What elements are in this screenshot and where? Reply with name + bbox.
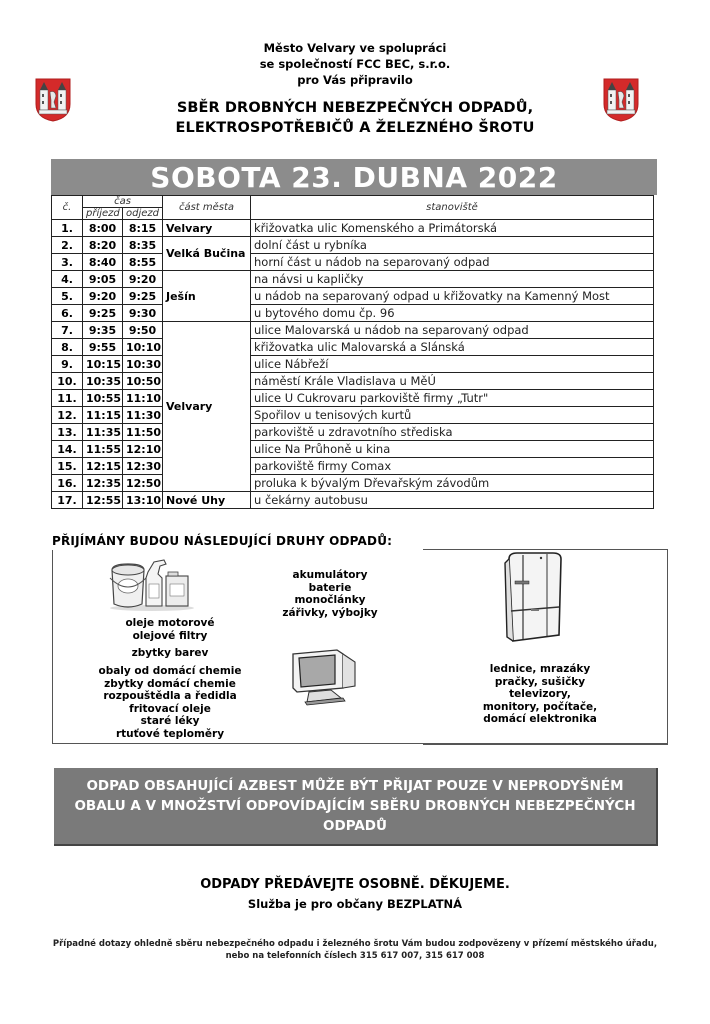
free-service-notice: Služba je pro občany BEZPLATNÁ xyxy=(247,897,463,911)
waste-list-chemicals xyxy=(70,665,270,740)
handover-notice: ODPADY PŘEDÁVEJTE OSOBNĚ. DĚKUJEME. xyxy=(200,877,510,892)
location-cell: u nádob na separovaný odpad u křižovatky na Kamenný Most xyxy=(251,288,654,305)
departure-time: 9:30 xyxy=(123,305,163,322)
waste-item: domácí elektronika xyxy=(483,713,597,725)
header-departure: odjezd xyxy=(123,208,163,220)
location-cell: ulice Nábřeží xyxy=(251,356,654,373)
chemicals-containers-icon xyxy=(104,556,200,612)
intro-line: se společností FCC BEC, s.r.o. xyxy=(259,57,451,71)
arrival-time: 10:55 xyxy=(83,390,123,407)
table-row xyxy=(52,458,654,475)
table-row xyxy=(52,424,654,441)
departure-time: 9:20 xyxy=(123,271,163,288)
header-location: stanoviště xyxy=(251,196,654,220)
refrigerator-icon xyxy=(503,551,565,643)
district-cell: Velvary xyxy=(163,220,251,237)
table-row xyxy=(52,373,654,390)
arrival-time: 12:35 xyxy=(83,475,123,492)
arrival-time: 8:20 xyxy=(83,237,123,254)
location-cell: parkoviště firmy Comax xyxy=(251,458,654,475)
waste-item: zbytky barev xyxy=(131,647,209,659)
waste-item: staré léky xyxy=(140,715,200,727)
waste-item: rtuťové teploměry xyxy=(115,727,225,740)
stop-number: 6. xyxy=(52,305,83,322)
arrival-time: 11:15 xyxy=(83,407,123,424)
location-cell: náměstí Krále Vladislava u MěÚ xyxy=(251,373,654,390)
departure-time: 8:35 xyxy=(123,237,163,254)
table-row xyxy=(52,288,654,305)
table-row xyxy=(52,356,654,373)
district-cell: Velvary xyxy=(163,322,251,492)
stop-number: 4. xyxy=(52,271,83,288)
table-row xyxy=(52,339,654,356)
stop-number: 2. xyxy=(52,237,83,254)
arrival-time: 10:15 xyxy=(83,356,123,373)
arrival-time: 11:35 xyxy=(83,424,123,441)
arrival-time: 10:35 xyxy=(83,373,123,390)
stop-number: 15. xyxy=(52,458,83,475)
table-row xyxy=(52,220,654,237)
table-row xyxy=(52,492,654,509)
departure-time: 11:30 xyxy=(123,407,163,424)
waste-item: televizory, xyxy=(509,688,571,700)
stop-number: 13. xyxy=(52,424,83,441)
arrival-time: 9:25 xyxy=(83,305,123,322)
location-cell: křižovatka ulic Malovarská a Slánská xyxy=(251,339,654,356)
contact-info: Případné dotazy ohledně sběru nebezpečného odpadu i železného šrotu Vám budou zodpovězeny v přízemí městského úřadu, nebo na telefonních číslech 315 617 007, 315 617 008 xyxy=(52,939,658,961)
stop-number: 5. xyxy=(52,288,83,305)
waste-item: monitory, počítače, xyxy=(482,700,598,713)
stop-number: 12. xyxy=(52,407,83,424)
departure-time: 8:15 xyxy=(123,220,163,237)
waste-item: oleje motorové xyxy=(125,617,215,629)
departure-time: 9:50 xyxy=(123,322,163,339)
waste-item: rozpouštědla a ředidla xyxy=(103,690,237,702)
location-cell: křižovatka ulic Komenského a Primátorská xyxy=(251,220,654,237)
waste-item: zářivky, výbojky xyxy=(282,606,378,619)
warning-text: ODPAD OBSAHUJÍCÍ AZBEST MŮŽE BÝT PŘIJAT POUZE V NEPRODYŠNÉM OBALU A V MNOŽSTVÍ ODPOVÍDAJÍCÍM SBĚRU DROBNÝCH NEBEZPEČNÝCH ODPADŮ xyxy=(74,778,636,834)
title-line: ELEKTROSPOTŘEBIČŮ A ŽELEZNÉHO ŠROTU xyxy=(175,120,535,136)
table-row xyxy=(52,237,654,254)
location-cell: ulice Malovarská u nádob na separovaný odpad xyxy=(251,322,654,339)
table-row xyxy=(52,254,654,271)
arrival-time: 9:20 xyxy=(83,288,123,305)
date-banner: SOBOTA 23. DUBNA 2022 xyxy=(51,159,657,195)
table-row xyxy=(52,305,654,322)
waste-list-appliances xyxy=(440,663,640,726)
stop-number: 9. xyxy=(52,356,83,373)
stop-number: 10. xyxy=(52,373,83,390)
table-row xyxy=(52,390,654,407)
departure-time: 10:30 xyxy=(123,356,163,373)
waste-item: zbytky domácí chemie xyxy=(104,677,236,690)
location-cell: horní část u nádob na separovaný odpad xyxy=(251,254,654,271)
arrival-time: 11:55 xyxy=(83,441,123,458)
table-row xyxy=(52,475,654,492)
departure-time: 11:50 xyxy=(123,424,163,441)
stop-number: 11. xyxy=(52,390,83,407)
departure-time: 12:50 xyxy=(123,475,163,492)
departure-time: 10:50 xyxy=(123,373,163,390)
stop-number: 3. xyxy=(52,254,83,271)
stop-number: 8. xyxy=(52,339,83,356)
header-district: část města xyxy=(163,196,251,220)
district-cell: Ješín xyxy=(163,271,251,322)
location-cell: u bytového domu čp. 96 xyxy=(251,305,654,322)
location-cell: Spořilov u tenisových kurtů xyxy=(251,407,654,424)
header-number: č. xyxy=(52,196,83,220)
location-cell: ulice U Cukrovaru parkoviště firmy „Tutr" xyxy=(251,390,654,407)
title-line: SBĚR DROBNÝCH NEBEZPEČNÝCH ODPADŮ, xyxy=(176,100,534,116)
schedule-table xyxy=(51,195,654,509)
table-row xyxy=(52,271,654,288)
stop-number: 1. xyxy=(52,220,83,237)
district-cell: Velká Bučina xyxy=(163,237,251,271)
coat-of-arms-icon xyxy=(35,78,71,122)
waste-item: olejové filtry xyxy=(132,629,208,642)
waste-list-oils xyxy=(70,617,270,642)
waste-item: monočlánky xyxy=(294,594,366,606)
arrival-time: 9:05 xyxy=(83,271,123,288)
table-row xyxy=(52,407,654,424)
header-time: čas xyxy=(83,196,163,208)
header-arrival: příjezd xyxy=(83,208,123,220)
waste-item: fritovací oleje xyxy=(129,702,211,715)
departure-time: 11:10 xyxy=(123,390,163,407)
waste-types-title: PŘIJÍMÁNY BUDOU NÁSLEDUJÍCÍ DRUHY ODPADŮ: xyxy=(52,534,393,548)
waste-item: akumulátory xyxy=(292,569,368,581)
asbestos-warning xyxy=(54,768,658,846)
arrival-time: 12:15 xyxy=(83,458,123,475)
waste-item: lednice, mrazáky xyxy=(489,663,591,675)
arrival-time: 9:55 xyxy=(83,339,123,356)
departure-time: 10:10 xyxy=(123,339,163,356)
waste-item: obaly od domácí chemie xyxy=(98,665,242,677)
arrival-time: 9:35 xyxy=(83,322,123,339)
table-row xyxy=(52,441,654,458)
intro-line: Město Velvary ve spolupráci xyxy=(263,41,447,55)
coat-of-arms-icon xyxy=(603,78,639,122)
stop-number: 14. xyxy=(52,441,83,458)
waste-item: pračky, sušičky xyxy=(494,675,586,688)
table-row xyxy=(52,322,654,339)
stop-number: 17. xyxy=(52,492,83,509)
location-cell: u čekárny autobusu xyxy=(251,492,654,509)
arrival-time: 8:00 xyxy=(83,220,123,237)
departure-time: 12:30 xyxy=(123,458,163,475)
arrival-time: 12:55 xyxy=(83,492,123,509)
crt-monitor-icon xyxy=(285,648,361,706)
stop-number: 16. xyxy=(52,475,83,492)
departure-time: 13:10 xyxy=(123,492,163,509)
stop-number: 7. xyxy=(52,322,83,339)
location-cell: proluka k bývalým Dřevařským závodům xyxy=(251,475,654,492)
location-cell: dolní část u rybníka xyxy=(251,237,654,254)
location-cell: ulice Na Průhoně u kina xyxy=(251,441,654,458)
district-cell: Nové Uhy xyxy=(163,492,251,509)
departure-time: 12:10 xyxy=(123,441,163,458)
arrival-time: 8:40 xyxy=(83,254,123,271)
location-cell: na návsi u kapličky xyxy=(251,271,654,288)
departure-time: 8:55 xyxy=(123,254,163,271)
waste-list-batteries xyxy=(230,569,430,619)
waste-list-paints xyxy=(70,647,270,660)
waste-item: baterie xyxy=(308,581,352,594)
intro-line: pro Vás připravilo xyxy=(297,73,413,87)
departure-time: 9:25 xyxy=(123,288,163,305)
location-cell: parkoviště u zdravotního střediska xyxy=(251,424,654,441)
